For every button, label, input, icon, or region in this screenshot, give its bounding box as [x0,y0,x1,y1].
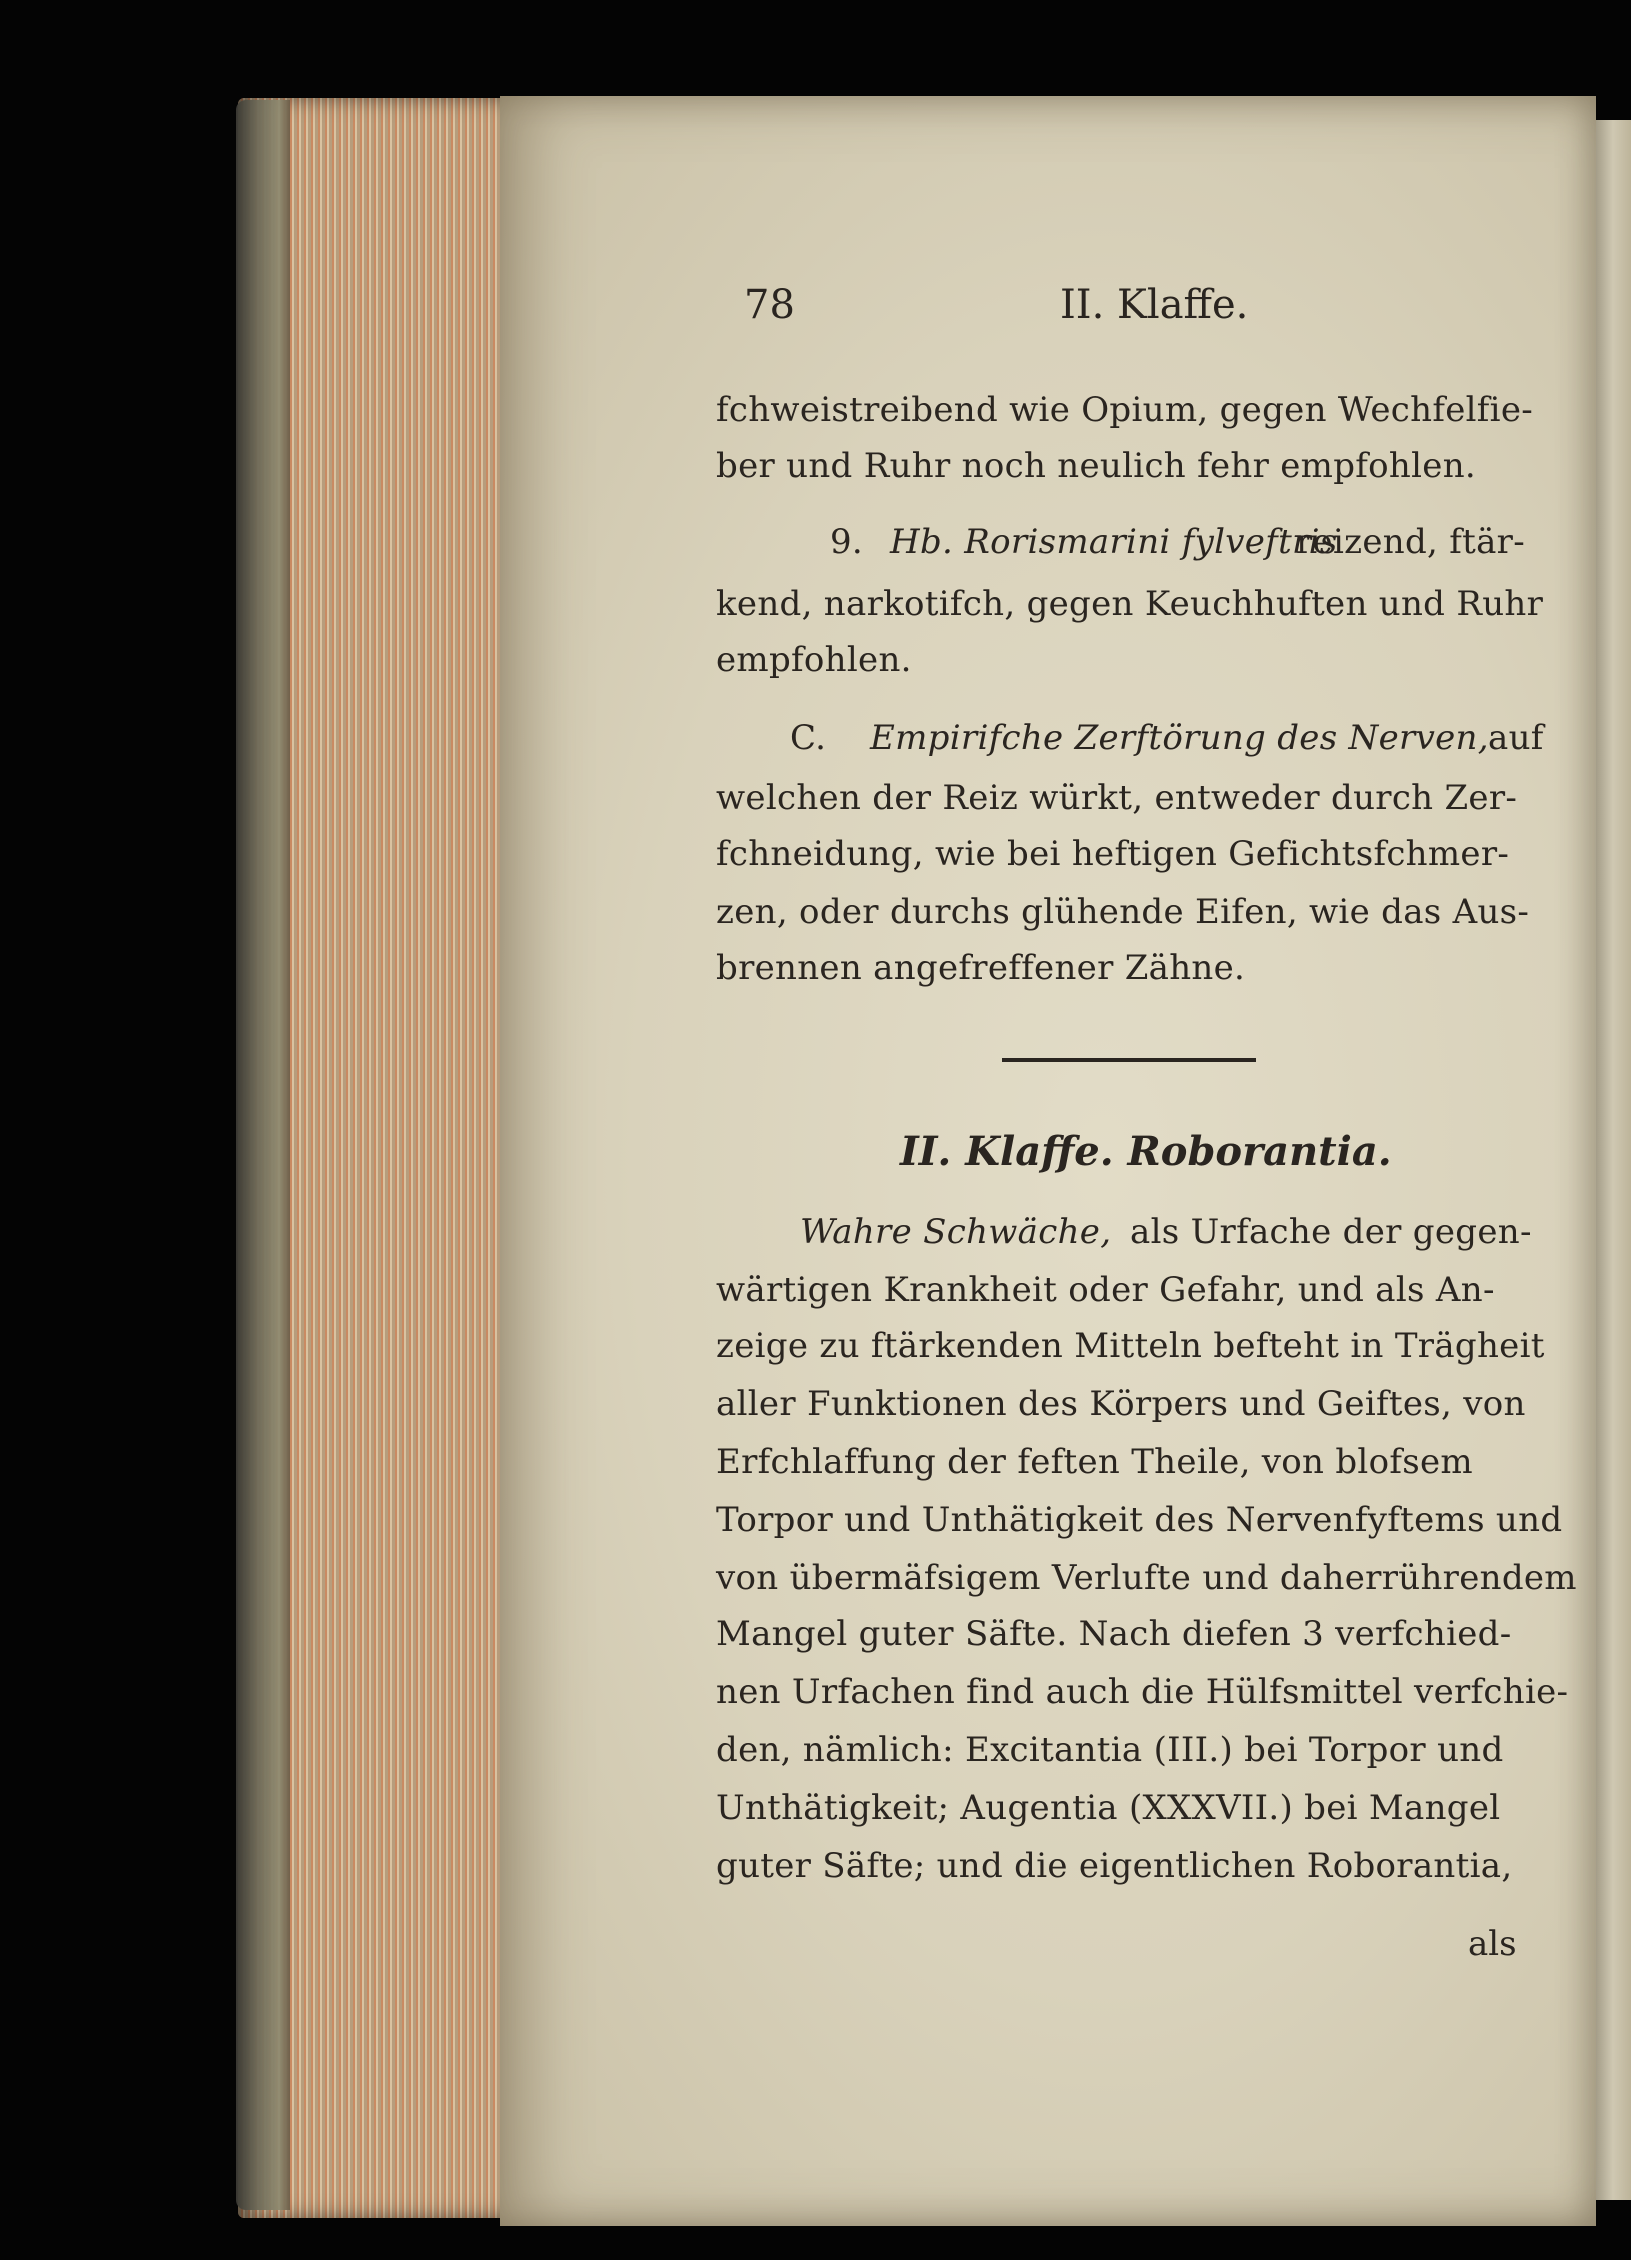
text-line: wärtigen Krankheit oder Gefahr, und als An- [716,1270,1495,1310]
emphasized-term: Empirifche Zerftörung des Nerven, [870,718,1489,758]
text-line: von übermäfsigem Verlufte und daherrührendem [716,1558,1577,1598]
catchword: als [1468,1924,1517,1964]
text-line: Mangel guter Säfte. Nach diefen 3 verfchied- [716,1614,1512,1654]
book-cover-edge [236,100,290,2210]
text-line: Erfchlaffung der feften Theile, von blofsem [716,1442,1473,1482]
running-head: II. Klaffe. [1060,282,1249,328]
text-line: reizend, ftär- [1296,522,1526,562]
text-line: Torpor und Unthätigkeit des Nervenfyftems und [716,1500,1563,1540]
latin-term: Hb. Rorismarini fylveftris [890,522,1338,562]
item-number: C. [790,718,827,758]
text-line: zeige zu ftärkenden Mitteln befteht in Trägheit [716,1326,1545,1366]
section-divider [1002,1058,1256,1062]
text-line: kend, narkotifch, gegen Keuchhuften und Ruhr [716,584,1544,624]
section-title: II. Klaffe. Roborantia. [900,1128,1392,1175]
text-line: fchneidung, wie bei heftigen Gefichtsfchmer- [716,834,1510,874]
text-line: brennen angefreffener Zähne. [716,948,1246,988]
text-line: ber und Ruhr noch neulich fehr empfohlen. [716,446,1477,486]
text-line: zen, oder durchs glühende Eifen, wie das Aus- [716,892,1530,932]
text-line: empfohlen. [716,640,912,680]
text-line: fchweistreibend wie Opium, gegen Wechfelfie- [716,390,1534,430]
text-line: welchen der Reiz würkt, entweder durch Zer- [716,778,1518,818]
emphasized-term: Wahre Schwäche, [800,1212,1112,1252]
item-number: 9. [830,522,864,562]
text-line: nen Urfachen find auch die Hülfsmittel verfchie- [716,1672,1569,1712]
text-line: als Urfache der gegen- [1130,1212,1532,1252]
text-line: aller Funktionen des Körpers und Geiftes, von [716,1384,1526,1424]
text-line: auf [1488,718,1544,758]
text-line: Unthätigkeit; Augentia (XXXVII.) bei Mangel [716,1788,1501,1828]
text-line: den, nämlich: Excitantia (III.) bei Torpor und [716,1730,1504,1770]
text-line: guter Säfte; und die eigentlichen Roborantia, [716,1846,1513,1886]
page-number: 78 [744,282,795,328]
